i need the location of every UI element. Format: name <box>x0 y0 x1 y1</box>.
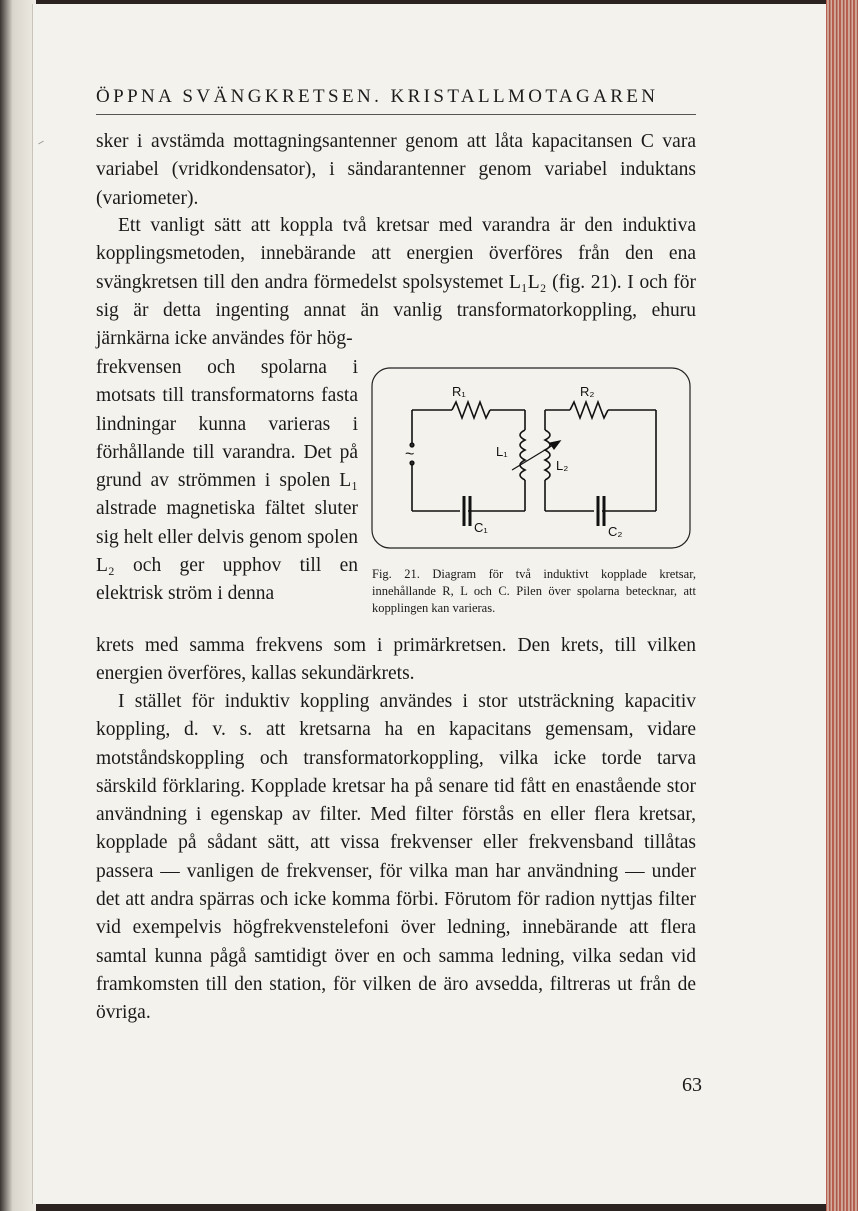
primary-circuit <box>410 402 525 526</box>
paragraph-1 <box>96 128 696 213</box>
circuit-diagram-figure <box>370 366 692 550</box>
book-spine-shadow <box>0 0 36 1211</box>
coil-l1 <box>520 430 525 480</box>
paragraph-1-text: sker i avstämda mottagningsantenner genom att låta kapacitansen C vara variabel (vridkondensator), i sändarantenner genom variabel induktans (variometer). <box>96 131 696 209</box>
paragraph-2 <box>96 212 696 353</box>
label-r1: R₁ <box>452 384 466 399</box>
header-rule <box>96 114 696 115</box>
paragraph-2-text: Ett vanligt sätt att koppla två kretsar med varandra är den induktiva kopplingsmetoden, innebärande att energien överföres från den ena svängkretsen till den andra förmedelst spolsystemet L₁L₂ (fig. 21). I och för sig är detta ingenting annat än vanlig transformatorkoppling, ehuru järnkärna icke användes för hög- <box>96 215 696 350</box>
label-c2: C₂ <box>608 524 623 539</box>
ac-source-symbol: ~ <box>405 446 415 463</box>
page-edges <box>826 0 858 1211</box>
coil-l2 <box>545 430 550 480</box>
label-l2: L₂ <box>556 458 569 473</box>
figure-caption: Fig. 21. Diagram för två induktivt kopplade kretsar, innehållande R, L och C. Pilen över spolarna betecknar, att kopplingen kan varieras. <box>372 567 696 615</box>
resistor-r1 <box>452 402 490 418</box>
running-head: ÖPPNA SVÄNGKRETSEN. KRISTALLMOTAGAREN <box>96 86 659 107</box>
wrapped-text-beside-figure <box>96 354 358 609</box>
coupling-arrow <box>512 441 560 470</box>
label-l1: L₁ <box>496 444 508 459</box>
paragraph-3 <box>96 632 696 689</box>
paragraph-4 <box>96 688 696 1028</box>
label-c1: C₁ <box>474 520 488 535</box>
paragraph-3-text: krets med samma frekvens som i primärkretsen. Den krets, till vilken energien överföres, kallas sekundärkrets. <box>96 635 696 685</box>
wrapped-text: frekvensen och spolarna i motsats till transformatorns fasta lindningar kunna varieras i förhållande till varandra. Det på grund av strömmen i spolen L₁ alstrade magnetiska fältet sluter sig helt eller delvis genom spolen L₂ och ger upphov till en elektrisk ström i denna <box>96 357 358 605</box>
label-r2: R₂ <box>580 384 595 399</box>
paragraph-4-text: I stället för induktiv koppling användes i stor utsträckning kapacitiv koppling, d. v. s. att kretsarna ha en kapacitans gemensam, vidare motståndskoppling och transformatorkoppling, vilka icke torde tarva särskild förklaring. Kopplade kretsar ha på senare tid fått en enastående stor användning i egenskap av filter. Med filter förstås en eller flera kretsar, kopplade på sådant sätt, att vissa frekvenser eller frekvensband tillåtas passera — vanligen de frekvenser, för vilka man har användning — under det att andra spärras och icke komma förbi. Förutom för radion nyttjas filter vid exempelvis högfrekvenstelefoni över ledning, innebärande att flera samtal kunna pågå samtidigt över en och samma ledning, vilka sedan vid framkomsten till den station, för vilken de äro avsedda, filtreras ut från de övriga. <box>96 691 696 1024</box>
page-number: 63 <box>682 1074 702 1096</box>
resistor-r2 <box>570 402 608 418</box>
